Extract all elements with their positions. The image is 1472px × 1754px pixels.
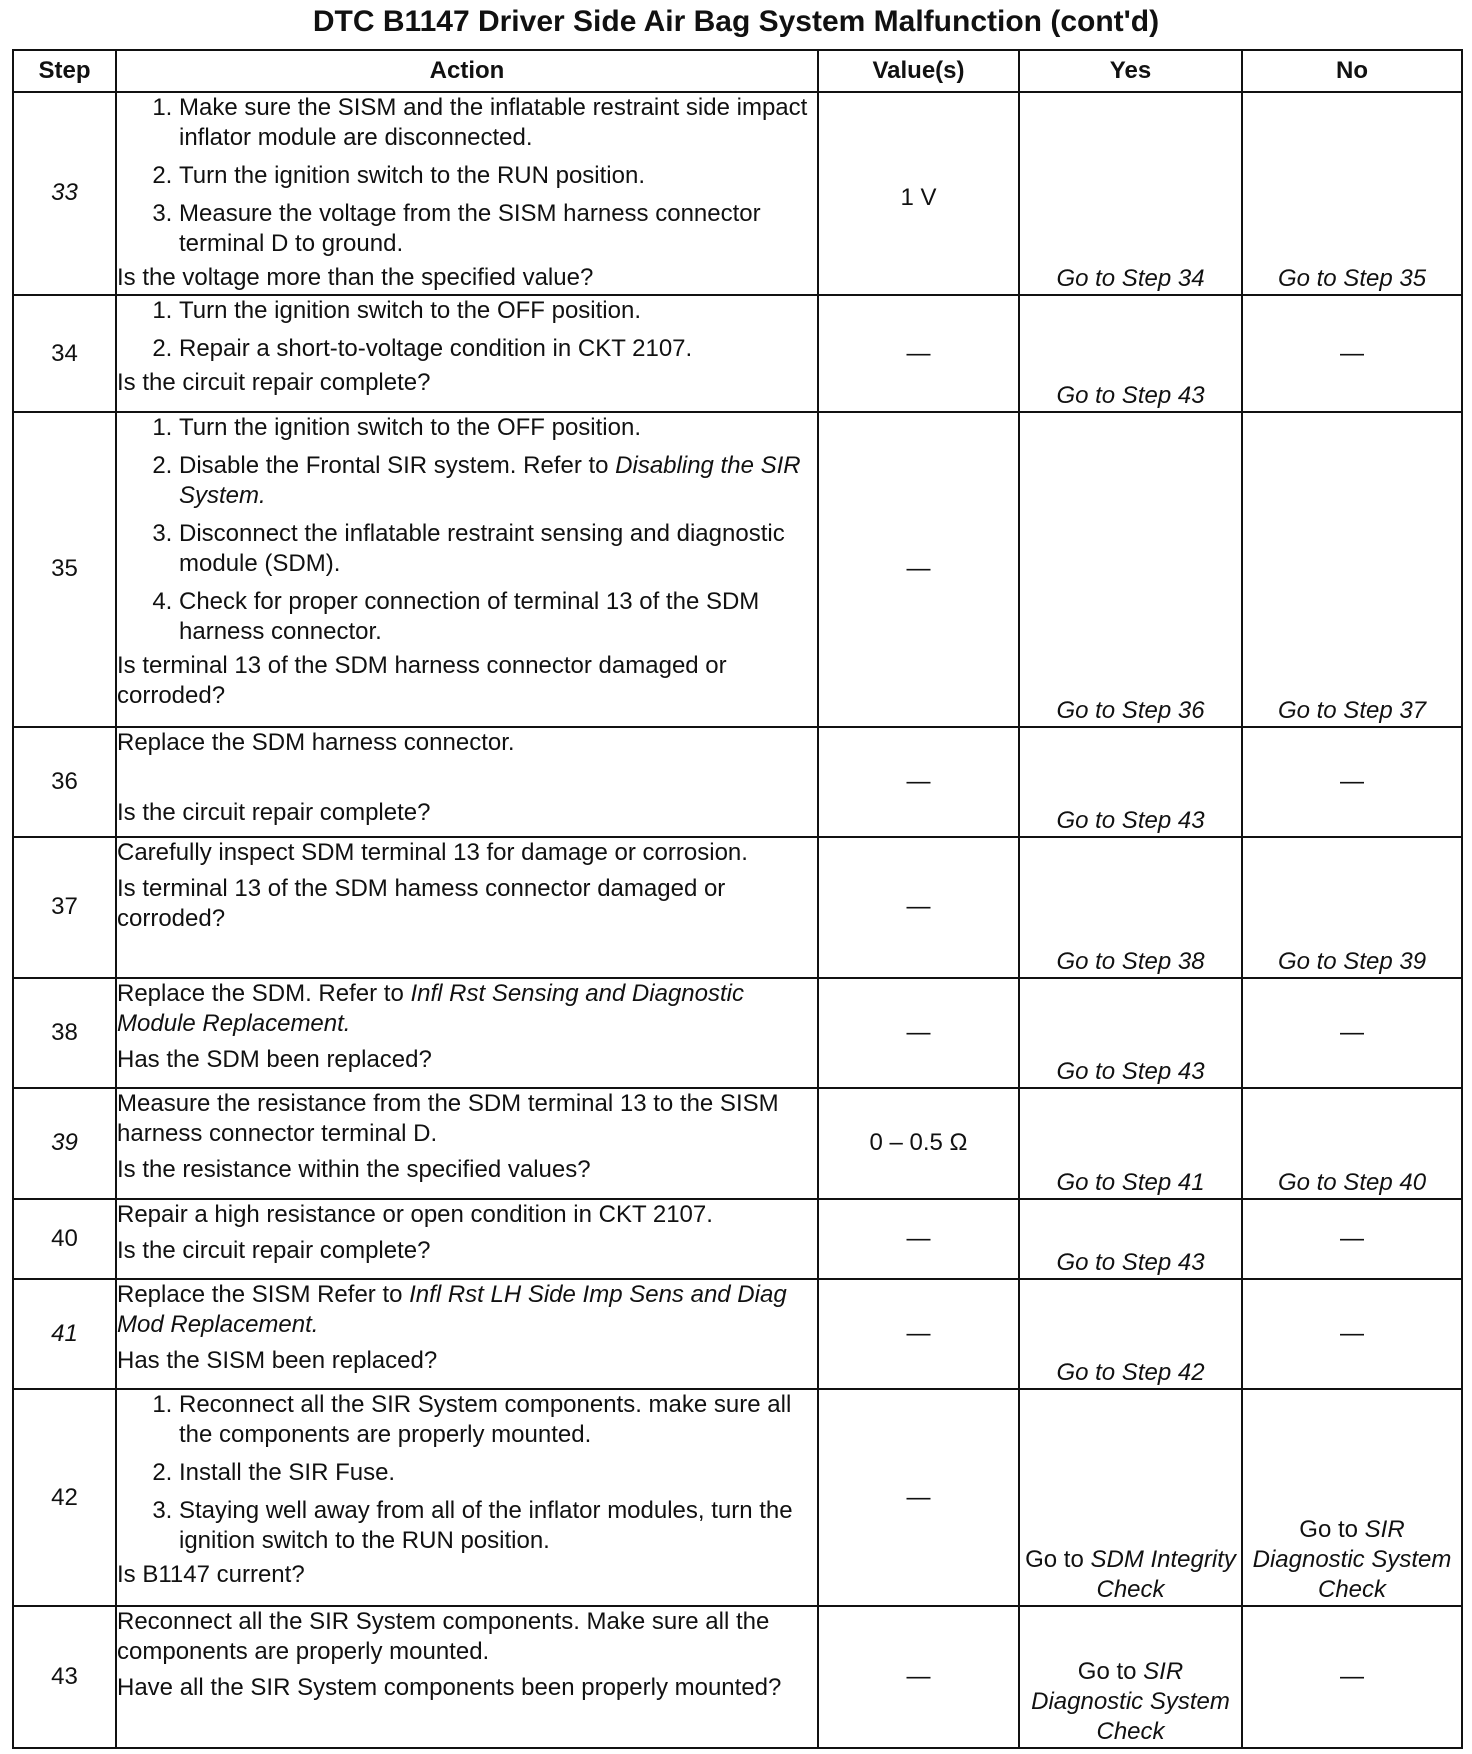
header-yes: Yes xyxy=(1019,50,1242,92)
step-number: 34 xyxy=(13,295,116,412)
yes-cell: Go to Step 36 xyxy=(1019,412,1242,726)
table-row xyxy=(13,1199,1462,1279)
table-row xyxy=(13,92,1462,295)
no-cell xyxy=(1242,1389,1462,1606)
action-cell xyxy=(116,1279,818,1389)
yes-cell: Go to Step 34 xyxy=(1019,92,1242,295)
manual-reference: SIR Diagnostic System Check xyxy=(1252,1516,1452,1604)
no-cell: Go to Step 35 xyxy=(1242,92,1462,295)
table-row xyxy=(13,1279,1462,1389)
yes-cell: Go to Step 41 xyxy=(1019,1088,1242,1198)
value-cell: — xyxy=(818,1199,1019,1279)
table-row xyxy=(13,1088,1462,1198)
manual-reference: Infl Rst LH Side Imp Sens and Diag Mod Replacement. xyxy=(117,1280,787,1338)
value-cell: 0 – 0.5 Ω xyxy=(818,1088,1019,1198)
action-question: Is B1147 current? xyxy=(117,1561,305,1589)
no-cell: Go to Step 39 xyxy=(1242,837,1462,978)
action-cell xyxy=(116,1389,818,1606)
value-cell: — xyxy=(818,412,1019,726)
action-cell xyxy=(116,92,818,295)
page-title: DTC B1147 Driver Side Air Bag System Malfunction (cont'd) xyxy=(312,5,1160,38)
value-cell: — xyxy=(818,837,1019,978)
action-cell xyxy=(116,978,818,1088)
step-number: 35 xyxy=(13,412,116,726)
step-number: 42 xyxy=(13,1389,116,1606)
action-step: 4. Check for proper connection of terminal 13 of the SDM harness connector. xyxy=(179,587,817,647)
manual-reference: SIR Diagnostic System Check xyxy=(1031,1658,1230,1745)
yes-cell: Go to Step 43 xyxy=(1019,295,1242,412)
action-step: 3. Staying well away from all of the inflator modules, turn the ignition switch to the RUN position. xyxy=(179,1496,817,1556)
action-text: Measure the resistance from the SDM terminal 13 to the SISM harness connector terminal D. xyxy=(117,1090,779,1148)
action-step: 1. Turn the ignition switch to the OFF position. xyxy=(179,296,817,326)
action-step xyxy=(179,451,817,511)
step-number: 37 xyxy=(13,837,116,978)
action-question: Has the SDM been replaced? xyxy=(117,1045,432,1073)
action-step: 3. Disconnect the inflatable restraint sensing and diagnostic module (SDM). xyxy=(179,519,817,579)
action-cell xyxy=(116,1088,818,1198)
action-question: Has the SISM been replaced? xyxy=(117,1346,438,1374)
manual-reference: Infl Rst Sensing and Diagnostic Module Replacement. xyxy=(117,979,744,1037)
step-number: 39 xyxy=(13,1088,116,1198)
action-steps xyxy=(117,93,817,259)
yes-cell xyxy=(1019,1606,1242,1748)
table-row xyxy=(13,1389,1462,1606)
table-row xyxy=(13,295,1462,412)
table-row xyxy=(13,727,1462,837)
table-header-row xyxy=(13,50,1462,92)
action-step: 2. Turn the ignition switch to the RUN position. xyxy=(179,161,817,191)
action-question: Is the circuit repair complete? xyxy=(117,798,431,826)
no-cell: — xyxy=(1242,727,1462,837)
action-cell xyxy=(116,1606,818,1748)
no-cell: Go to Step 37 xyxy=(1242,412,1462,726)
action-text: Replace the SDM harness connector. xyxy=(117,728,515,756)
yes-prefix: Go to xyxy=(1077,1658,1144,1685)
action-cell xyxy=(116,1199,818,1279)
step-number: 33 xyxy=(13,92,116,295)
no-cell: — xyxy=(1242,1279,1462,1389)
action-steps xyxy=(117,1390,817,1556)
yes-cell: Go to Step 38 xyxy=(1019,837,1242,978)
yes-prefix: Go to xyxy=(1025,1546,1091,1574)
no-cell: Go to Step 40 xyxy=(1242,1088,1462,1198)
action-step: 2. Repair a short-to-voltage condition in CKT 2107. xyxy=(179,334,817,364)
spacer xyxy=(117,764,817,798)
action-step: 1. Turn the ignition switch to the OFF position. xyxy=(179,413,817,443)
header-step: Step xyxy=(13,50,116,92)
header-values: Value(s) xyxy=(818,50,1019,92)
table-row xyxy=(13,978,1462,1088)
yes-cell: Go to Step 43 xyxy=(1019,1199,1242,1279)
step-number: 38 xyxy=(13,978,116,1088)
action-question: Is the resistance within the specified values? xyxy=(117,1156,591,1184)
action-cell xyxy=(116,837,818,978)
yes-cell: Go to Step 43 xyxy=(1019,978,1242,1088)
action-step: 3. Measure the voltage from the SISM harness connector terminal D to ground. xyxy=(179,199,817,259)
manual-reference: SDM Integrity Check xyxy=(1090,1546,1236,1604)
action-text-lead: Replace the SDM. Refer to xyxy=(117,979,411,1007)
step-number: 40 xyxy=(13,1199,116,1279)
diagnostic-table xyxy=(12,49,1463,1749)
action-steps xyxy=(117,413,817,647)
manual-reference: Disabling the SIR System. xyxy=(179,452,801,510)
action-text-lead: Replace the SISM Refer to xyxy=(117,1280,410,1308)
table-row xyxy=(13,837,1462,978)
action-step: 2. Install the SIR Fuse. xyxy=(179,1458,817,1488)
action-step-text: Disable the Frontal SIR system. Refer to xyxy=(179,452,616,480)
value-cell: — xyxy=(818,1606,1019,1748)
step-number: 36 xyxy=(13,727,116,837)
action-question: Is the voltage more than the specified value? xyxy=(117,264,594,291)
no-cell: — xyxy=(1242,1606,1462,1748)
action-question: Is terminal 13 of the SDM hamess connector damaged or corroded? xyxy=(117,875,726,933)
action-text xyxy=(117,979,817,1039)
action-question: Is terminal 13 of the SDM harness connector damaged or corroded? xyxy=(117,652,727,710)
header-action: Action xyxy=(116,50,818,92)
table-row xyxy=(13,1606,1462,1748)
value-cell: — xyxy=(818,727,1019,837)
value-cell: — xyxy=(818,295,1019,412)
action-text xyxy=(117,1280,817,1340)
action-cell xyxy=(116,295,818,412)
action-cell xyxy=(116,727,818,837)
step-number: 41 xyxy=(13,1279,116,1389)
value-cell: — xyxy=(818,978,1019,1088)
action-question: Is the circuit repair complete? xyxy=(117,1236,431,1264)
header-no: No xyxy=(1242,50,1462,92)
value-cell: — xyxy=(818,1279,1019,1389)
yes-cell: Go to Step 43 xyxy=(1019,727,1242,837)
no-cell: — xyxy=(1242,978,1462,1088)
action-text: Reconnect all the SIR System components. Make sure all the components are properly mounted. xyxy=(117,1608,770,1666)
no-prefix: Go to xyxy=(1299,1516,1365,1544)
value-cell: 1 V xyxy=(818,92,1019,295)
action-text: Repair a high resistance or open condition in CKT 2107. xyxy=(117,1200,713,1228)
action-steps xyxy=(117,296,817,364)
yes-cell: Go to Step 42 xyxy=(1019,1279,1242,1389)
action-cell xyxy=(116,412,818,726)
action-text: Carefully inspect SDM terminal 13 for damage or corrosion. xyxy=(117,839,748,867)
table-row xyxy=(13,412,1462,726)
action-question: Have all the SIR System components been properly mounted? xyxy=(117,1674,782,1702)
no-cell: — xyxy=(1242,1199,1462,1279)
yes-cell xyxy=(1019,1389,1242,1606)
no-cell: — xyxy=(1242,295,1462,412)
action-step: 1. Make sure the SISM and the inflatable restraint side impact inflator module are disconnected. xyxy=(179,93,817,153)
value-cell: — xyxy=(818,1389,1019,1606)
action-question: Is the circuit repair complete? xyxy=(117,368,431,396)
action-step: 1. Reconnect all the SIR System components. make sure all the components are properly mounted. xyxy=(179,1390,817,1450)
step-number: 43 xyxy=(13,1606,116,1748)
